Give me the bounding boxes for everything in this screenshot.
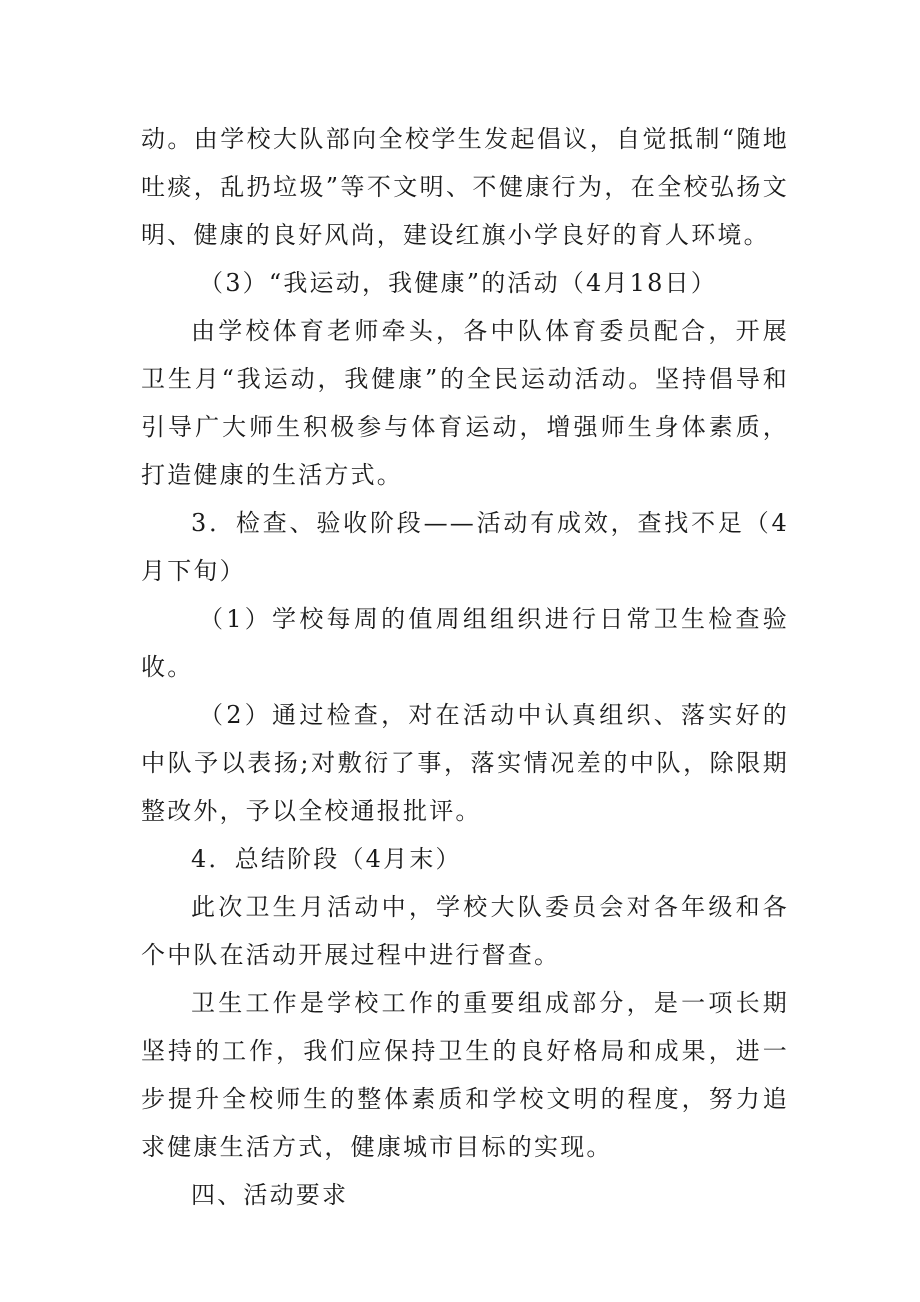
paragraph-continuation: 动。由学校大队部向全校学生发起倡议，自觉抵制“随地吐痰，乱扔垃圾”等不文明、不健康行为，在全校弘扬文明、健康的良好风尚，建设红旗小学良好的育人环境。 — [141, 125, 789, 249]
paragraph-inspection-1: （1）学校每周的值周组组织进行日常卫生检查验收。 — [141, 605, 789, 681]
section-heading-inspection: 3．检查、验收阶段——活动有成效，查找不足（4月下旬） — [141, 509, 789, 585]
document-body — [141, 115, 789, 1219]
section-heading-summary: 4．总结阶段（4月末） — [191, 845, 462, 873]
paragraph-sports-activity: 由学校体育老师牵头，各中队体育委员配合，开展卫生月“我运动，我健康”的全民运动活动。坚持倡导和引导广大师生积极参与体育运动，增强师生身体素质，打造健康的生活方式。 — [141, 317, 789, 489]
activity-heading-3: （3）“我运动，我健康”的活动（4月18日） — [199, 269, 718, 297]
paragraph-summary: 此次卫生月活动中，学校大队委员会对各年级和各个中队在活动开展过程中进行督查。 — [141, 893, 789, 969]
paragraph-inspection-2: （2）通过检查，对在活动中认真组织、落实好的中队予以表扬;对敷衍了事，落实情况差的中队，除限期整改外，予以全校通报批评。 — [141, 701, 789, 825]
paragraph-conclusion: 卫生工作是学校工作的重要组成部分，是一项长期坚持的工作，我们应保持卫生的良好格局和成果，进一步提升全校师生的整体素质和学校文明的程度，努力追求健康生活方式，健康城市目标的实现。 — [141, 989, 789, 1161]
section-heading-requirements: 四、活动要求 — [191, 1181, 349, 1209]
